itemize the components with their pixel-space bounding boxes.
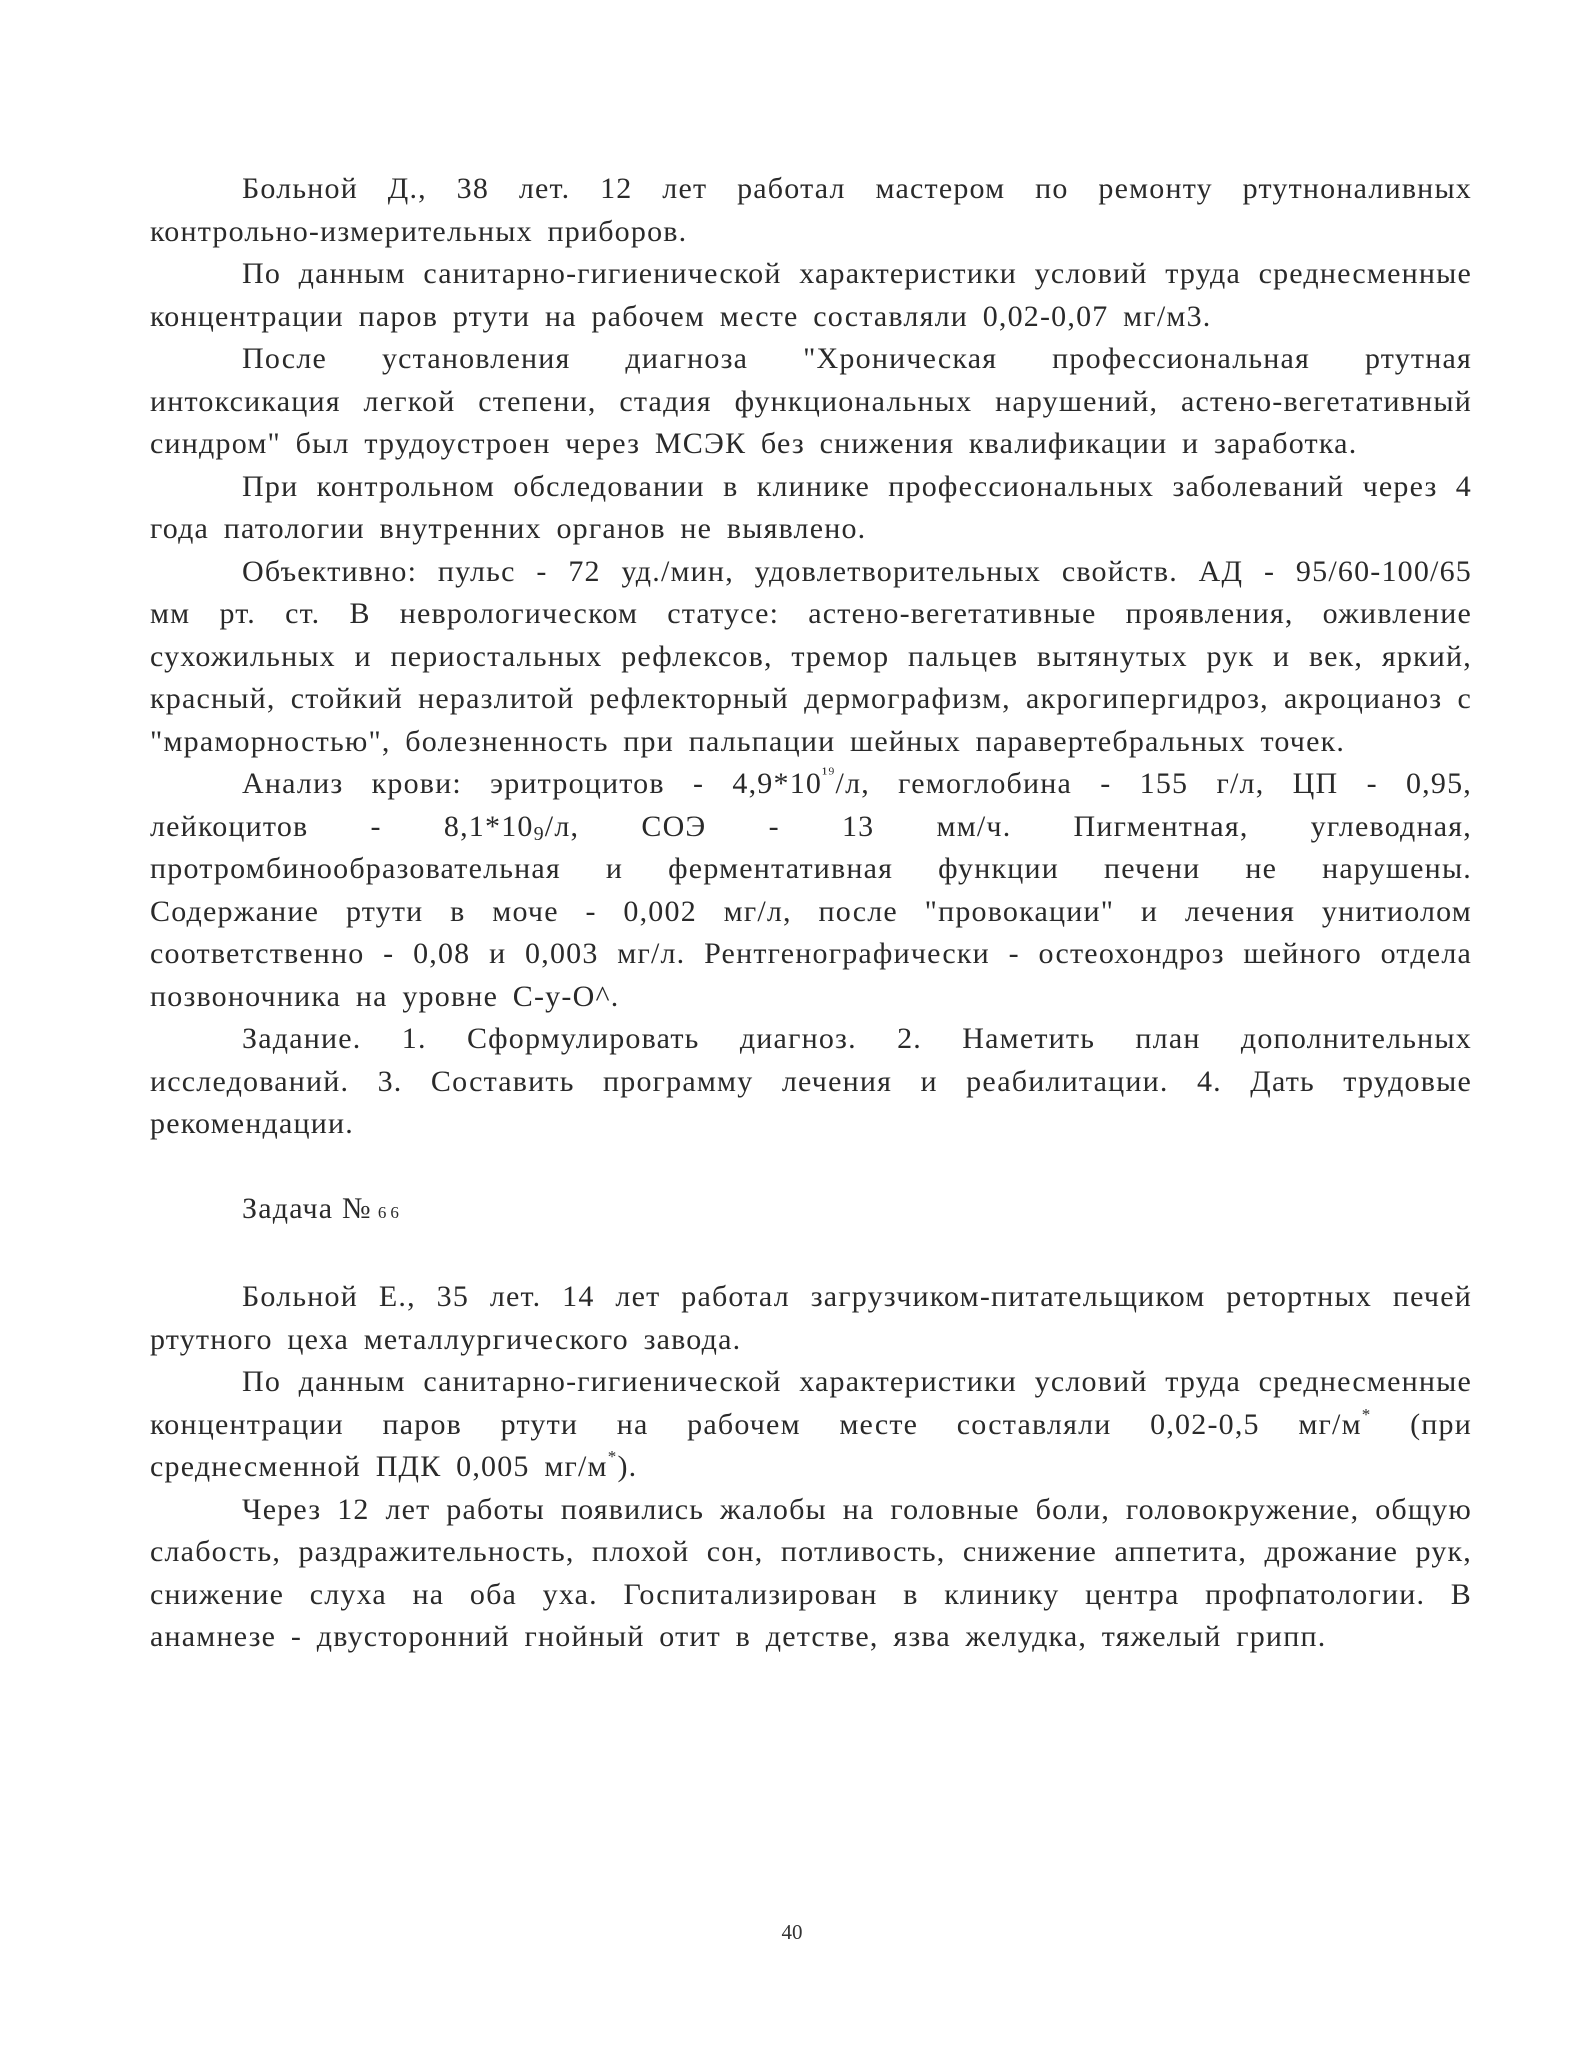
blood-text-c: /л, СОЭ - 13 мм/ч. Пигментная, углеводная, протромбинообразовательная и ферментативная функции печени не нарушены. Содержание ртути в моче - 0,002 мг/л, после "провокации" и лечения унитиолом соответственно - 0,08 и 0,003 мг/л. Рентгенографически - остеохондроз шейного отдела позвоночника на уровне С-у-О^.: [150, 809, 1472, 1013]
case1-blood-analysis: [150, 763, 1472, 1018]
case1-diagnosis: После установления диагноза "Хроническая профессиональная ртутная интоксикация легкой степени, стадия функциональных нарушений, астено-вегетативный синдром" был трудоустроен через МСЭК без снижения квалификации и заработка.: [150, 342, 1472, 460]
blood-sup: ¹⁹: [822, 764, 836, 783]
task-heading: [150, 1188, 1472, 1235]
case2-sup1: *: [1361, 1404, 1372, 1424]
spacer: [150, 1234, 1472, 1276]
case2-hygiene: [150, 1361, 1472, 1489]
case2-hygiene-a: По данным санитарно-гигиенической характеристики условий труда среднесменные концентрации паров ртути на рабочем месте составляли 0,02-0,5 мг/м: [150, 1365, 1472, 1441]
case2-sup2: *: [607, 1447, 618, 1466]
case2-complaints: Через 12 лет работы появились жалобы на головные боли, головокружение, общую слабость, раздражительность, плохой сон, потливость, снижение аппетита, дрожание рук, снижение слуха на оба уха. Госпитализирован в клинику центра профпатологии. В анамнезе - двусторонний гнойный отит в детстве, язва желудка, тяжелый грипп.: [150, 1492, 1472, 1653]
case2-hygiene-b: (при среднесменной ПДК 0,005 мг/м: [150, 1407, 1472, 1483]
spacer: [150, 1146, 1472, 1188]
case1-control-exam: При контрольном обследовании в клинике профессиональных заболеваний через 4 года патологии внутренних органов не выявлено.: [150, 469, 1472, 545]
case1-assignment: Задание. 1. Сформулировать диагноз. 2. Наметить план дополнительных исследований. 3. Составить программу лечения и реабилитации. 4. Дать трудовые рекомендации.: [150, 1022, 1472, 1140]
case2-intro: Больной Е., 35 лет. 14 лет работал загрузчиком-питательщиком ретортных печей ртутного цеха металлургического завода.: [150, 1280, 1472, 1356]
case2-hygiene-c: ).: [617, 1450, 638, 1483]
case1-intro: Больной Д., 38 лет. 12 лет работал мастером по ремонту ртутноналивных контрольно-измерительных приборов.: [150, 172, 1472, 248]
task-label: Задача №: [242, 1191, 372, 1225]
page-number: 40: [781, 1920, 803, 1944]
blood-text-b: /л, гемоглобина - 155 г/л, ЦП - 0,95, лейкоцитов - 8,1*10: [150, 767, 1472, 843]
case1-hygiene: По данным санитарно-гигиенической характеристики условий труда среднесменные концентрации паров ртути на рабочем месте составляли 0,02-0,07 мг/м3.: [150, 257, 1472, 333]
blood-sub: 9: [533, 822, 545, 845]
blood-text-a: Анализ крови: эритроцитов - 4,9*10: [242, 767, 823, 800]
case1-objective: Объективно: пульс - 72 уд./мин, удовлетворительных свойств. АД - 95/60-100/65 мм рт. ст. В неврологическом статусе: астено-вегетативные проявления, оживление сухожильных и периостальных рефлексов, тремор пальцев вытянутых рук и век, яркий, красный, стойкий неразлитой рефлекторный дермографизм, акрогипергидроз, акроцианоз с "мраморностью", болезненность при пальпации шейных паравертебральных точек.: [150, 554, 1472, 758]
document-page: [150, 168, 1472, 1659]
task-number: 66: [377, 1202, 403, 1222]
